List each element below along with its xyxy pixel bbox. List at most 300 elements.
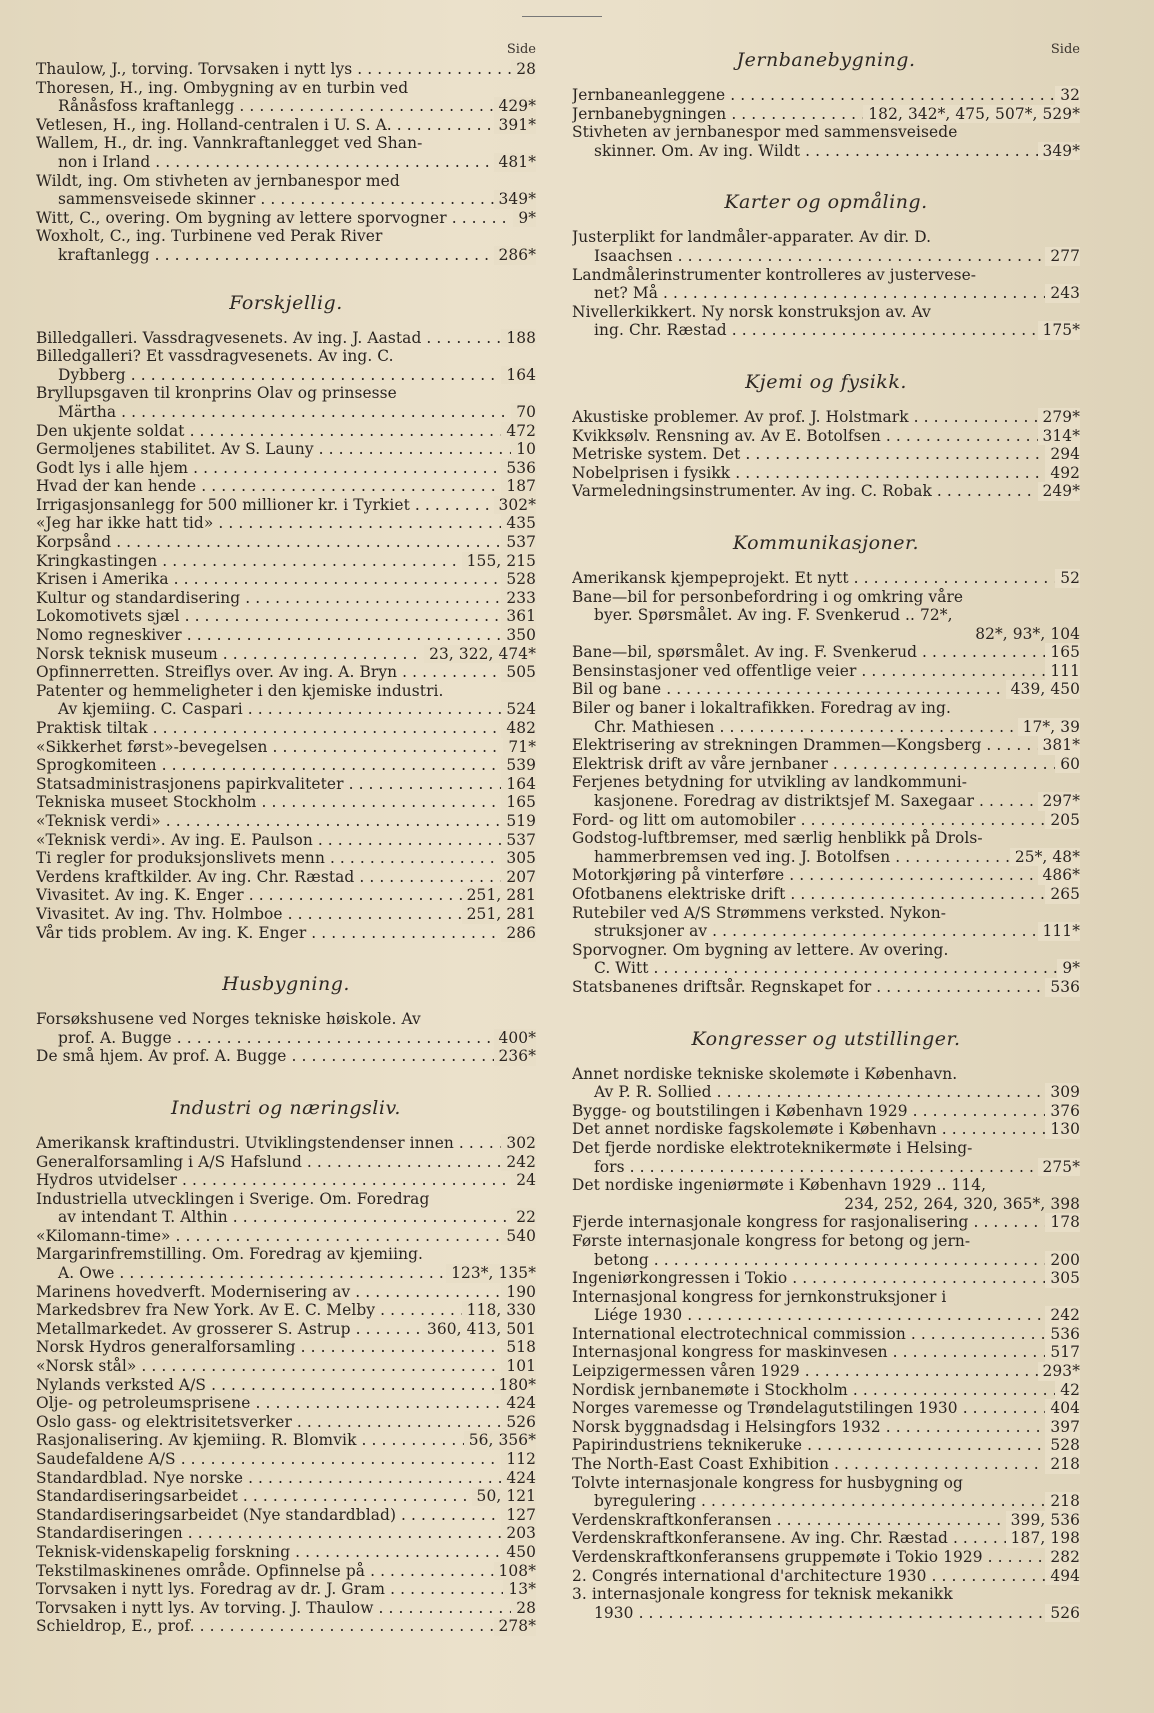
index-entry-line — [572, 1529, 1080, 1548]
index-entry-line-text: Ti regler for produksjonslivets menn — [36, 849, 325, 868]
index-entry-line-page: 302 — [501, 1134, 536, 1153]
index-entry — [36, 440, 536, 459]
index-entry-line — [36, 1562, 536, 1581]
index-entry-cont-page: 524 — [501, 700, 536, 719]
index-entry-line-page: 180* — [494, 1376, 536, 1395]
index-entry-line-page: 164 — [501, 775, 536, 794]
index-entry — [572, 1436, 1080, 1455]
index-entry — [36, 831, 536, 850]
index-entry — [36, 924, 536, 943]
index-entry — [572, 266, 1080, 303]
index-entry — [572, 569, 1080, 588]
index-entry — [36, 1245, 536, 1282]
index-entry-line — [36, 868, 536, 887]
index-entry-line-text: 2. Congrés international d'architecture 1930 — [572, 1566, 927, 1585]
index-entry — [36, 552, 536, 571]
index-entry-line-page: 486* — [1038, 866, 1080, 885]
index-entry-cont-page: 275* — [1038, 1158, 1080, 1177]
index-entry-cont — [572, 1083, 1080, 1102]
index-entry-line — [36, 60, 536, 79]
index-entry-line-text: Thaulow, J., torving. Torvsaken i nytt lys — [36, 60, 353, 78]
index-entry-cont-page: 277 — [1045, 247, 1080, 266]
index-entry-line-text: Ofotbanens elektriske drift — [572, 885, 786, 903]
index-entry-cont — [36, 1029, 536, 1048]
index-entry-line-page: 397 — [1045, 1418, 1080, 1437]
index-entry-line — [572, 1455, 1080, 1474]
index-entry-line-page: 101 — [501, 1357, 536, 1376]
index-entry-line-text: Statsbanenes driftsår. Regnskapet for — [572, 977, 872, 996]
index-entry-line: 3. internasjonale kongress for teknisk mekanikk — [572, 1585, 953, 1604]
index-entry-line-page: 60 — [1055, 755, 1080, 774]
index-entry-line-text: Varmeledningsinstrumenter. Av ing. C. Robak — [572, 482, 932, 501]
index-entry-cont-text: Dybberg — [58, 365, 126, 384]
index-entry-line-page: 108* — [494, 1562, 536, 1581]
index-entry-line-page: 435 — [501, 514, 536, 533]
index-entry-cont-page: 243 — [1045, 284, 1080, 303]
index-entry-cont-page: 481* — [494, 153, 536, 172]
index-entry-line: Woxholt, C., ing. Turbinene ved Perak River — [36, 227, 383, 246]
index-entry — [36, 1338, 536, 1357]
index-entry-cont-page: 200 — [1045, 1251, 1080, 1270]
index-entry-line-text: Internasjonal kongress for maskinvesen — [572, 1343, 888, 1362]
index-entry — [36, 1190, 536, 1227]
index-entry — [36, 849, 536, 868]
section-title: Husbygning. — [222, 973, 350, 996]
index-entry-line-page: 424 — [501, 1394, 536, 1413]
index-entry-line — [572, 105, 1080, 124]
index-entry-line-text: Nordisk jernbanemøte i Stockholm — [572, 1380, 848, 1399]
index-entry — [36, 682, 536, 719]
index-entry-line — [36, 1227, 536, 1246]
index-entry-line-page: 13* — [503, 1580, 536, 1599]
index-entry-line-page: 265 — [1045, 885, 1080, 904]
index-entry-cont-text: Märtha — [58, 402, 117, 421]
index-entry-cont-page: 9* — [1057, 959, 1080, 978]
index-entry-line — [572, 736, 1080, 755]
index-entry — [36, 570, 536, 589]
section-entries — [36, 329, 536, 943]
index-entry-line — [36, 1320, 536, 1339]
index-entry-line-text: Akustiske problemer. Av prof. J. Holstmark — [572, 407, 909, 426]
index-entry-line-page: 540 — [501, 1227, 536, 1246]
index-entry-cont-text: prof. A. Bugge — [58, 1028, 172, 1047]
index-entry-line-text: Standardiseringen — [36, 1524, 183, 1543]
index-entry-line — [572, 408, 1080, 427]
index-entry-line-text: Leipzigermessen våren 1929 — [572, 1362, 800, 1381]
index-entry-cont — [572, 959, 1080, 978]
index-entry-line-text: Tekstilmaskinenes område. Opfinnelse på — [36, 1561, 366, 1580]
index-entry-line-text: Bane—bil, spørsmålet. Av ing. F. Svenkerud — [572, 643, 918, 662]
index-entry-line — [36, 570, 536, 589]
index-entry-cont-text: sammensveisede skinner — [58, 190, 256, 209]
index-entry-line: Margarinfremstilling. Om. Foredrag av kjemiing. — [36, 1245, 424, 1264]
index-entry-cont — [36, 366, 536, 385]
index-entry-line — [36, 886, 536, 905]
index-entry-line: Bane—bil for personbefordring i og omkring våre — [572, 587, 964, 606]
index-entry-cont — [572, 792, 1080, 811]
index-entry-line — [572, 1399, 1080, 1418]
index-entry-line — [36, 1487, 536, 1506]
index-entry-line-page: 404 — [1045, 1399, 1080, 1418]
index-entry — [572, 1418, 1080, 1437]
index-entry-line-page: 205 — [1045, 811, 1080, 830]
index-entry-line — [36, 1524, 536, 1543]
index-entry-line-page: 190 — [501, 1283, 536, 1302]
index-entry — [572, 1511, 1080, 1530]
index-entry-line — [572, 1567, 1080, 1586]
index-entry-line — [572, 1418, 1080, 1437]
index-entry — [36, 868, 536, 887]
index-entry-line — [36, 116, 536, 135]
index-entry-line — [36, 1134, 536, 1153]
index-entry-line-text: Godt lys i alle hjem — [36, 458, 189, 477]
index-entry-line — [572, 1102, 1080, 1121]
index-entry-line-text: Amerikansk kjempeprojekt. Et nytt — [572, 568, 849, 587]
index-entry — [36, 1543, 536, 1562]
index-entry-line-page: 314* — [1038, 427, 1080, 446]
index-entry — [36, 793, 536, 812]
index-entry-line-text: Marinens hovedverft. Modernisering av — [36, 1282, 351, 1301]
index-entry — [36, 514, 536, 533]
index-entry-line — [572, 978, 1080, 997]
index-entry-line — [36, 756, 536, 775]
index-entry — [36, 756, 536, 775]
index-entry-cont — [572, 848, 1080, 867]
index-entry-cont — [572, 247, 1080, 266]
index-entry-line — [572, 1548, 1080, 1567]
index-entry-cont — [572, 718, 1080, 737]
index-entry-line-text: Elektrisering av strekningen Drammen—Kongsberg — [572, 736, 982, 755]
index-entry-line-text: Fjerde internasjonale kongress for rasjonalisering — [572, 1213, 969, 1232]
index-entry — [36, 60, 536, 79]
index-entry-line-text: Standardiseringsarbeidet — [36, 1487, 238, 1506]
index-entry — [572, 1232, 1080, 1269]
index-entry-line: Patenter og hemmeligheter i den kjemiske industri. — [36, 681, 444, 700]
section-entries — [572, 408, 1080, 501]
index-entry-line-page: 519 — [501, 812, 536, 831]
index-entry-line-page: 182, 342*, 475, 507*, 529* — [863, 105, 1080, 124]
index-entry-line-page: 517 — [1045, 1343, 1080, 1362]
index-entry-line-page: 24 — [511, 1171, 536, 1190]
index-entry-cont-text: kraftanlegg — [58, 245, 150, 264]
index-entry — [36, 533, 536, 552]
index-entry-line-page: 203 — [501, 1524, 536, 1543]
section-title: Jernbanebygning. — [736, 49, 916, 71]
index-entry — [36, 1580, 536, 1599]
index-entry-line-page: 249* — [1038, 482, 1080, 501]
index-entry-cont — [36, 153, 536, 172]
index-entry-line-text: Germoljenes stabilitet. Av S. Launy — [36, 440, 314, 459]
index-entry-line — [36, 533, 536, 552]
index-entry-line — [36, 514, 536, 533]
index-entry-line-page: 439, 450 — [1006, 680, 1080, 699]
index-entry-cont-page: 429* — [494, 97, 536, 116]
index-entry-line — [572, 1362, 1080, 1381]
index-entry-cont-page: 25*, 48* — [1010, 848, 1080, 867]
index-entry-line — [36, 1506, 536, 1525]
index-entry-line-text: Verdens kraftkilder. Av ing. Chr. Ræstad — [36, 867, 355, 886]
index-entry — [572, 1343, 1080, 1362]
index-entry-line — [572, 1213, 1080, 1232]
index-entry — [572, 680, 1080, 699]
section-entries — [572, 569, 1080, 997]
index-entry-line-text: Olje- og petroleumsprisene — [36, 1394, 251, 1413]
section-entries — [36, 1134, 536, 1636]
index-entry — [36, 477, 536, 496]
index-entry — [36, 209, 536, 228]
index-entry-cont — [572, 284, 1080, 303]
index-entry-line — [572, 1381, 1080, 1400]
index-entry — [36, 1599, 536, 1618]
index-entry-line-text: Witt, C., overing. Om bygning av lettere sporvogner — [36, 208, 447, 227]
index-entry-line-text: Schieldrop, E., prof. — [36, 1617, 195, 1636]
index-entry-line: Ferjenes betydning for utvikling av landkommuni- — [572, 773, 968, 792]
index-entry-line: Sporvogner. Om bygning av lettere. Av overing. — [572, 940, 949, 959]
index-entry-line-text: Verdenskraftkonferansen — [572, 1510, 772, 1529]
index-entry-line — [36, 1413, 536, 1432]
index-entry-line-text: «Teknisk verdi» — [36, 811, 161, 830]
index-entry — [572, 86, 1080, 105]
index-entry-line — [36, 496, 536, 515]
index-entry-cont — [36, 700, 536, 719]
section-entries — [572, 228, 1080, 340]
index-entry — [36, 1047, 536, 1066]
index-entry-line: Det fjerde nordiske elektroteknikermøte i Helsing- — [572, 1138, 973, 1157]
index-entry-line: Billedgalleri? Et vassdragvesenets. Av ing. C. — [36, 347, 394, 366]
index-entry — [572, 1325, 1080, 1344]
index-entry-line — [36, 1376, 536, 1395]
index-entry-line: Industriella utvecklingen i Sverige. Om. Foredrag — [36, 1189, 430, 1208]
index-entry-cont-page: 242 — [1045, 1306, 1080, 1325]
index-entry-line — [36, 477, 536, 496]
section-entries — [572, 86, 1080, 160]
index-entry-line-text: Vivasitet. Av ing. K. Enger — [36, 886, 244, 905]
index-entry-line — [36, 440, 536, 459]
index-entry-line-text: Statsadministrasjonens papirkvaliteter — [36, 774, 344, 793]
index-entry — [36, 134, 536, 171]
index-entry-line-page: 305 — [501, 849, 536, 868]
index-entry-cont: byer. Spørsmålet. Av ing. F. Svenkerud .. 72*, — [594, 606, 953, 625]
index-entry — [36, 812, 536, 831]
index-entry — [36, 589, 536, 608]
page-marker-rule — [522, 0, 602, 17]
index-entry-line — [36, 329, 536, 348]
index-entry-line-page: 482 — [501, 719, 536, 738]
index-entry-line-text: Standardiseringsarbeidet (Nye standardblad) — [36, 1505, 397, 1524]
index-entry-line-text: Hydros utvidelser — [36, 1171, 178, 1190]
index-entry-line — [36, 422, 536, 441]
index-entry — [36, 329, 536, 348]
index-entry — [36, 1506, 536, 1525]
index-entry-cont2: 234, 252, 264, 320, 365*, 398 — [844, 1194, 1080, 1213]
index-entry-line-text: «Teknisk verdi». Av ing. E. Paulson — [36, 830, 313, 849]
index-entry-line: Tolvte internasjonale kongress for husbygning og — [572, 1473, 963, 1492]
index-entry — [572, 1548, 1080, 1567]
index-entry-line-text: Norsk Hydros generalforsamling — [36, 1338, 296, 1357]
index-entry-line-page: 472 — [501, 422, 536, 441]
index-entry-line-text: Verdenskraftkonferansens gruppemøte i Tokio 1929 — [572, 1548, 983, 1566]
index-entry-line — [572, 569, 1080, 588]
index-entry-line — [36, 1450, 536, 1469]
index-entry — [36, 607, 536, 626]
index-entry — [36, 496, 536, 515]
index-entry — [36, 172, 536, 209]
index-entry-cont-page: 297* — [1038, 792, 1080, 811]
index-entry — [36, 116, 536, 135]
index-entry — [36, 1617, 536, 1636]
index-entry-line — [36, 1153, 536, 1172]
index-entry-line-text: Norsk teknisk museum — [36, 644, 218, 663]
index-entry-line — [572, 445, 1080, 464]
index-entry-line-text: Krisen i Amerika — [36, 570, 169, 589]
index-entry-line-text: «Sikkerhet først»-bevegelsen — [36, 737, 268, 756]
index-entry — [36, 1153, 536, 1172]
index-entry — [36, 1431, 536, 1450]
index-entry — [36, 1283, 536, 1302]
index-entry-line-page: 302* — [494, 496, 536, 515]
index-entry-line — [36, 849, 536, 868]
index-entry-line-text: Lokomotivets sjæl — [36, 607, 180, 626]
index-entry-line-text: Norsk byggnadsdag i Helsingfors 1932 — [572, 1417, 881, 1436]
index-entry-line-text: Jernbaneanleggene — [572, 86, 726, 104]
side-label-right: Side — [1050, 42, 1080, 57]
index-entry-cont-text: non i Irland — [58, 152, 151, 171]
index-entry-cont-page: 70 — [511, 403, 536, 422]
index-entry-line-page: 28 — [511, 1599, 536, 1618]
index-entry-line-text: Verdenskraftkonferansene. Av ing. Chr. Ræstad — [572, 1529, 948, 1548]
index-entry — [572, 978, 1080, 997]
index-entry-line-page: 399, 536 — [1006, 1511, 1080, 1530]
index-entry-line-page: 10 — [511, 440, 536, 459]
index-entry-cont-text: Rånåsfoss kraftanlegg — [58, 97, 235, 116]
index-entry-line: Stivheten av jernbanespor med sammensveisede — [572, 123, 958, 142]
right-sections — [572, 48, 1080, 1622]
index-entry — [36, 1469, 536, 1488]
index-entry-cont-text: skinner. Om. Av ing. Wildt — [594, 141, 801, 160]
index-entry — [36, 1487, 536, 1506]
index-entry-line-page: 155, 215 — [462, 552, 536, 571]
index-entry-line-page: 278* — [494, 1617, 536, 1636]
index-entry-line — [36, 1047, 536, 1066]
index-entry — [36, 1376, 536, 1395]
index-entry-cont-page: 218 — [1045, 1492, 1080, 1511]
index-entry-cont-page: 111* — [1038, 922, 1080, 941]
index-entry — [36, 384, 536, 421]
index-entry-line-text: Torvsaken i nytt lys. Foredrag av dr. J. Gram — [36, 1580, 386, 1599]
index-entry — [572, 303, 1080, 340]
index-entry-line: Forsøkshusene ved Norges tekniske høiskole. Av — [36, 1010, 421, 1029]
index-entry-line-text: Nobelprisen i fysikk — [572, 463, 731, 482]
index-entry — [572, 811, 1080, 830]
index-entry-line-text: Kultur og standardisering — [36, 588, 241, 607]
index-entry-line: Thoresen, H., ing. Ombygning av en turbin ved — [36, 78, 409, 97]
index-entry-line-page: 528 — [501, 570, 536, 589]
index-entry-line: Rutebiler ved A/S Strømmens verksted. Nykon- — [572, 903, 947, 922]
index-entry-line — [572, 427, 1080, 446]
index-entry-cont — [572, 1158, 1080, 1177]
index-entry-line — [36, 905, 536, 924]
index-entry-line-page: 539 — [501, 756, 536, 775]
index-entry — [572, 1269, 1080, 1288]
index-entry-line-text: Sprogkomiteen — [36, 756, 157, 775]
index-entry-line: Annet nordiske tekniske skolemøte i København. — [572, 1064, 958, 1083]
index-entry — [572, 1213, 1080, 1232]
index-entry-cont-page: 22 — [511, 1208, 536, 1227]
index-entry-line-text: Det annet nordiske fagskolemøte i København — [572, 1120, 937, 1139]
index-entry-line: Landmålerinstrumenter kontrolleres av justervese- — [572, 265, 977, 284]
index-entry — [572, 123, 1080, 160]
index-entry — [572, 427, 1080, 446]
index-entry — [572, 1065, 1080, 1102]
index-entry-line: Wildt, ing. Om stivheten av jernbanespor med — [36, 171, 400, 190]
index-entry-line — [36, 1543, 536, 1562]
index-entry — [572, 1455, 1080, 1474]
index-entry-line-text: «Norsk stål» — [36, 1357, 137, 1376]
index-entry-cont-text: net? Må — [594, 284, 658, 303]
index-entry-line-text: Oslo gass- og elektrisitetsverker — [36, 1412, 292, 1431]
index-entry — [36, 626, 536, 645]
index-entry-line-text: Bensinstasjoner ved offentlige veier — [572, 661, 857, 680]
index-entry-line-text: De små hjem. Av prof. A. Bugge — [36, 1047, 287, 1066]
index-entry-line-page: 165 — [1045, 643, 1080, 662]
index-entry-line-page: 187, 198 — [1006, 1529, 1080, 1548]
index-entry-line-page: 188 — [501, 329, 536, 348]
index-entry-line — [36, 793, 536, 812]
index-entry-line — [572, 1436, 1080, 1455]
index-entry-line-page: 494 — [1045, 1567, 1080, 1586]
index-entry-cont-text: fors — [594, 1157, 625, 1176]
index-entry — [36, 1413, 536, 1432]
index-entry-cont — [572, 1492, 1080, 1511]
index-entry — [36, 1450, 536, 1469]
index-entry-line-text: Irrigasjonsanlegg for 500 millioner kr. i Tyrkiet — [36, 495, 410, 514]
index-entry-line-text: Bil og bane — [572, 680, 662, 699]
index-entry-line-page: 42 — [1055, 1381, 1080, 1400]
index-entry — [572, 1474, 1080, 1511]
index-entry — [572, 1120, 1080, 1139]
index-entry-cont-text: Liége 1930 — [594, 1306, 683, 1325]
index-entry-cont-text: Chr. Mathiesen — [594, 717, 715, 736]
index-entry-line — [572, 1269, 1080, 1288]
index-entry-cont-text: C. Witt — [594, 959, 649, 978]
index-entry — [572, 866, 1080, 885]
index-entry-line — [36, 459, 536, 478]
index-entry-line: Internasjonal kongress for jernkonstruksjoner i — [572, 1287, 947, 1306]
index-entry-line — [36, 1301, 536, 1320]
index-entry-cont-page: 123*, 135* — [446, 1264, 536, 1283]
index-entry — [572, 1288, 1080, 1325]
index-entry-line — [36, 1394, 536, 1413]
index-entry-cont-text: hammerbremsen ved ing. J. Botolfsen — [594, 847, 891, 866]
index-entry — [36, 347, 536, 384]
section-title: Forskjellig. — [229, 291, 343, 314]
index-entry-line-page: 361 — [501, 607, 536, 626]
index-entry-line-page: 360, 413, 501 — [422, 1320, 536, 1339]
index-entry-cont-page: 309 — [1045, 1083, 1080, 1102]
index-entry — [36, 1301, 536, 1320]
index-entry-line-page: 293* — [1038, 1362, 1080, 1381]
index-entry — [572, 408, 1080, 427]
index-entry-line-text: Vetlesen, H., ing. Holland-centralen i U. S. A. — [36, 115, 392, 134]
index-entry-line-page: 130 — [1045, 1120, 1080, 1139]
index-entry-line-page: 381* — [1038, 736, 1080, 755]
index-entry — [36, 905, 536, 924]
index-entry-line-text: Vår tids problem. Av ing. K. Enger — [36, 923, 307, 942]
index-entry-line — [572, 755, 1080, 774]
index-entry-line — [36, 1431, 536, 1450]
index-entry-line — [36, 775, 536, 794]
index-entry-cont-page: 175* — [1038, 321, 1080, 340]
